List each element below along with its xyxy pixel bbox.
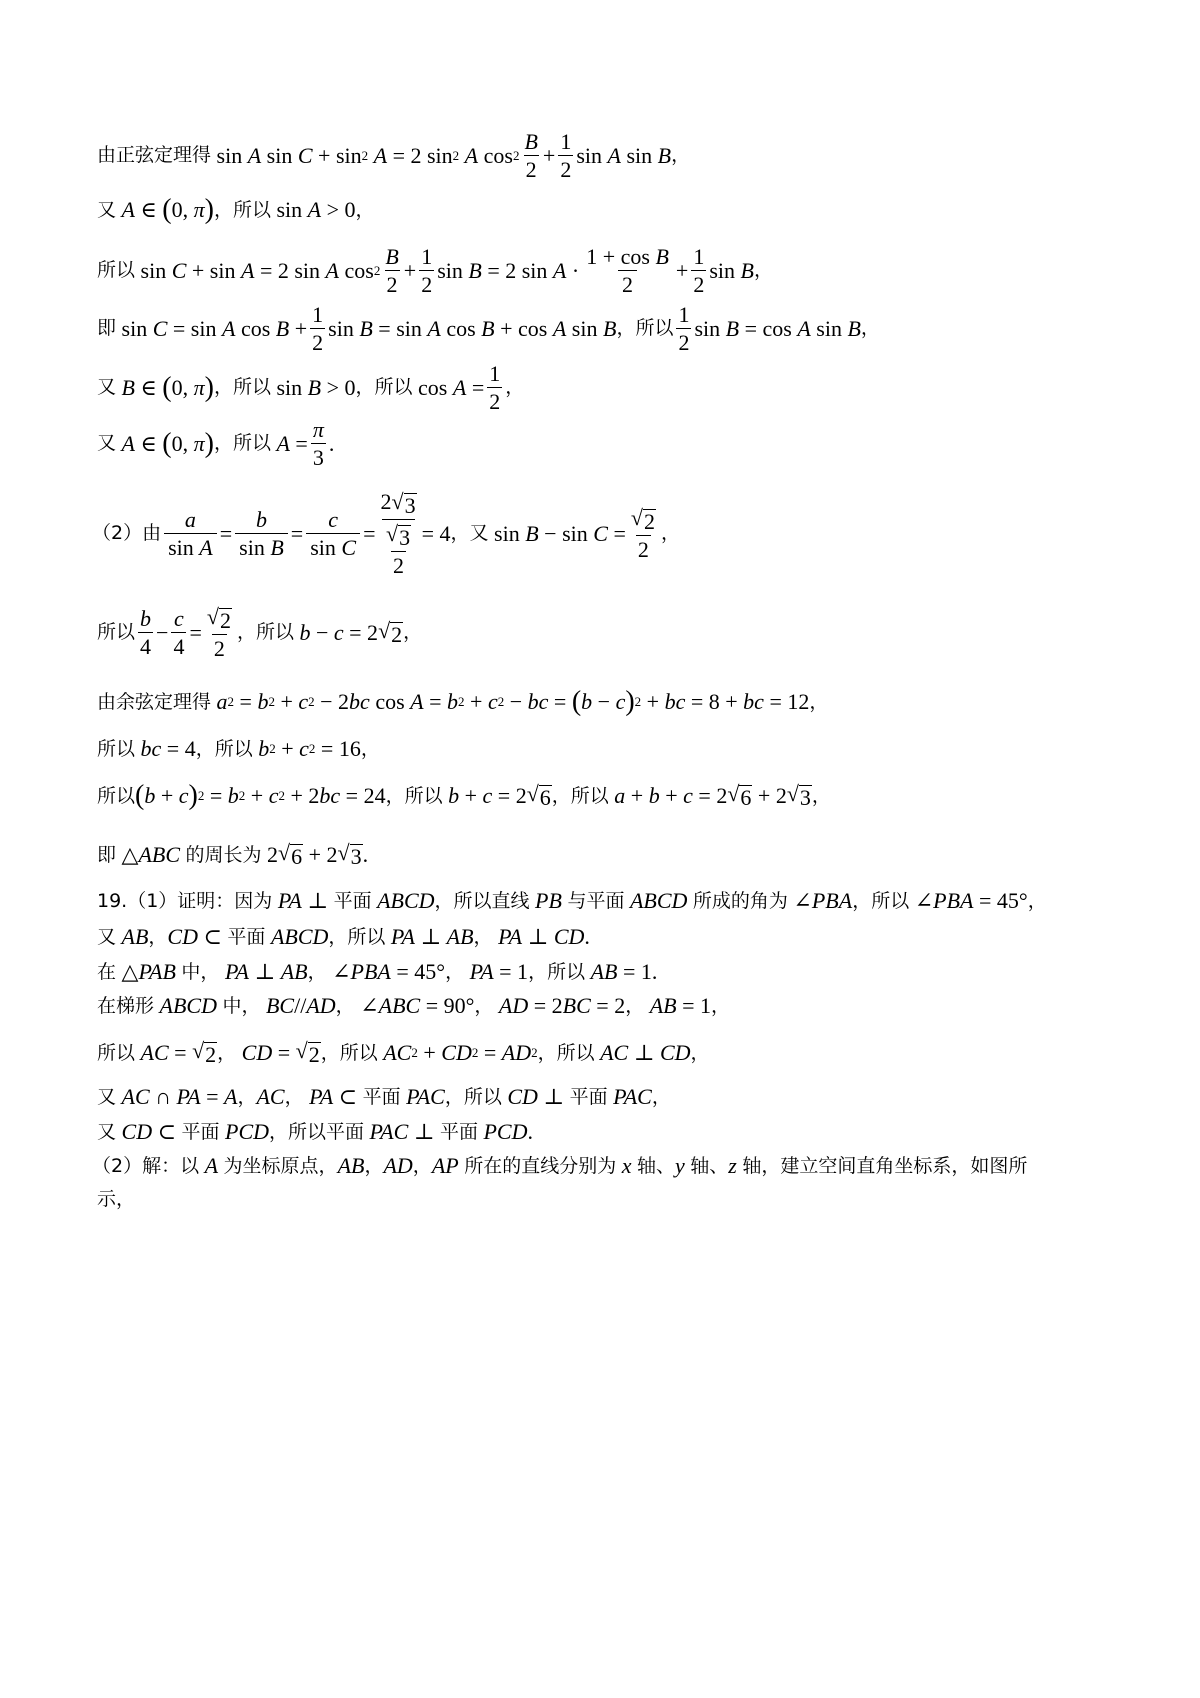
solution-line: （2）解：以 A 为坐标原点， AB ， AD ， AP 所在的直线分别为 x 轴、 y 轴、 z 轴，建立空间直角坐标系，如图所 (92, 1153, 1028, 1178)
solution-line: 所以 sin C + sin A = 2 sin A cos 2 $\frac{B}{2}$ + $\frac{1}{2}$ sin B = 2 sin A · $\frac{\text{1 + cos B}}{2}$ + $\frac{1}{2}$ sin B ， (97, 244, 773, 298)
solution-line: 又 CD ⊂ 平面 PCD ，所以平面 PAC ⊥ 平面 PCD . (97, 1119, 533, 1144)
solution-line: 所以 $\frac{b}{4}$ − $\frac{c}{4}$ = √ 2 2 ，所以 b − c = 2 √ 2 ， (97, 604, 423, 662)
solution-line: 在 △ PAB 中， PA ⊥ AB ， ∠ PBA = 45° ， PA = 1 ，所以 AB = 1. (97, 959, 658, 984)
solution-line: （2）由 $\frac{a}{\text{sin A}}$ = $\frac{b}{\text{sin B}}$ = $\frac{c}{\text{sin C}}$ = 2 √ 3 √ 3 2 = 4 ，又 sin B − sin C = √ 2 2 ， (92, 489, 680, 579)
solution-line: 所以 bc = 4 ，所以 b 2 + c 2 = 16 ， (97, 736, 380, 761)
solution-line: 又 AB ， CD ⊂ 平面 ABCD ，所以 PA ⊥ AB ， PA ⊥ CD . (97, 924, 590, 949)
solution-line: 所以 ( b + c ) 2 = b 2 + c 2 + 2 bc = 24 ，所以 b + c = 2 √ 6 ，所以 a + b + c = 2 √ 6 + 2 √ 3 ， (97, 780, 831, 811)
solution-line: 所以 AC = √ 2 ， CD = √ 2 ，所以 AC 2 + CD 2 = AD 2 ，所以 AC ⊥ CD ， (97, 1038, 710, 1067)
solution-line: 即 sin C = sin A cos B + $\frac{1}{2}$ sin B = sin A cos B + cos A sin B ，所以 $\frac{1}{2}$ sin B = cos A sin B ， (97, 302, 880, 356)
solution-line: 19.（1）证明：因为 PA ⊥ 平面 ABCD ，所以直线 PB 与平面 ABCD 所成的角为 ∠ PBA ，所以 ∠ PBA = 45° ， (97, 888, 1047, 913)
solution-line: 又 AC ∩ PA = A ， AC ， PA ⊂ 平面 PAC ，所以 CD ⊥ 平面 PAC ， (97, 1084, 671, 1109)
solution-line: 又 A ∈ ( 0, π ) ，所以 A = $\frac{\pi}{3}$ . (97, 417, 335, 471)
solution-line: 示， (97, 1188, 136, 1210)
solution-line: 即 △ ABC 的周长为 2 √ 6 + 2 √ 3 . (97, 840, 369, 869)
solution-line: 又 A ∈ ( 0, π ) ，所以 sin A > 0 ， (97, 194, 375, 225)
solution-line: 由余弦定理得 a 2 = b 2 + c 2 − 2 bc cos A = b 2 + c 2 − bc = ( b − c ) 2 + bc = 8 + bc = 12 ， (97, 686, 829, 717)
solution-line: 又 B ∈ ( 0, π ) ，所以 sin B > 0 ，所以 cos A = $\frac{1}{2}$ ， (97, 361, 525, 415)
solution-line: 在梯形 ABCD 中， BC // AD ， ∠ ABC = 90° ， AD = 2 BC = 2 ， AB = 1 ， (97, 993, 731, 1018)
solution-line: 由正弦定理得 sin A sin C + sin 2 A = 2 sin 2 A cos 2 $\frac{B}{2}$ + $\frac{1}{2}$ sin A sin B ， (97, 129, 691, 183)
